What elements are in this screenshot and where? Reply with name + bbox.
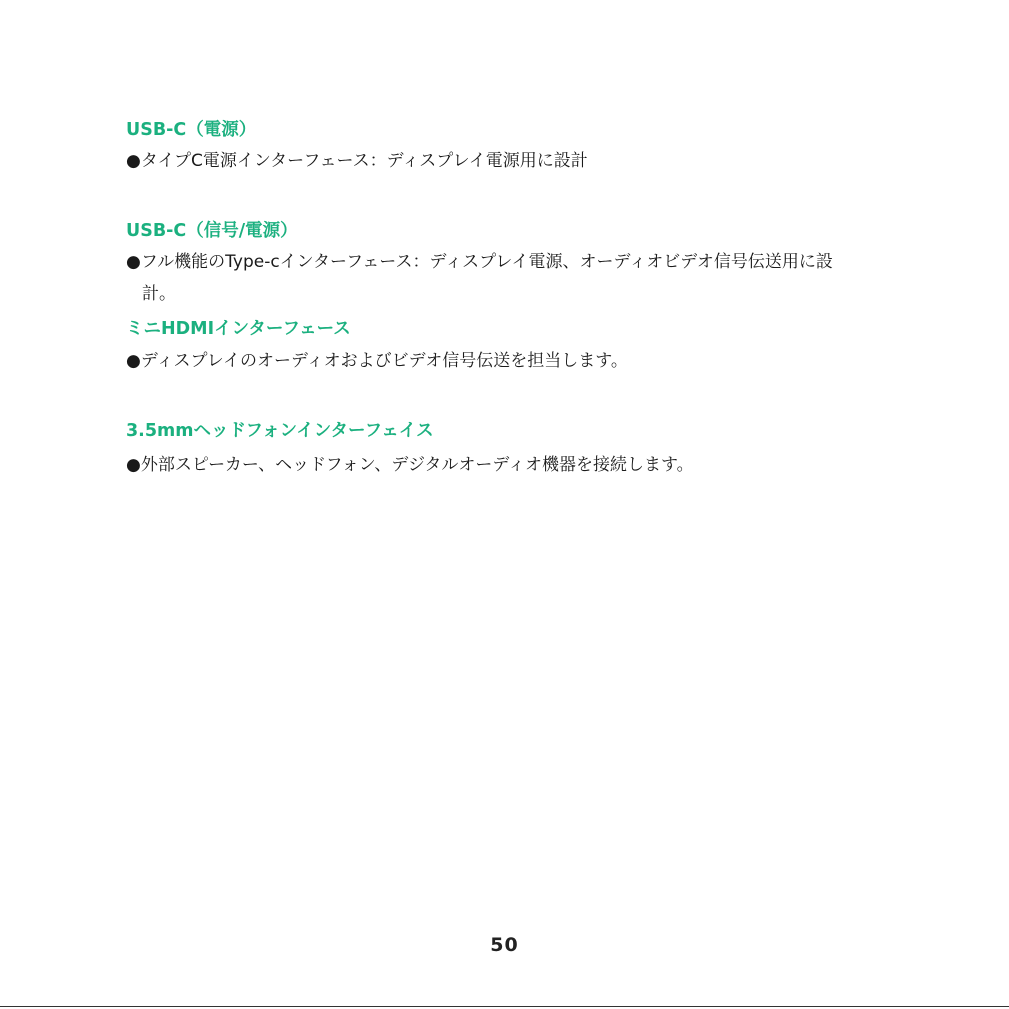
section-body-headphone-jack [126, 449, 896, 481]
section-body-mini-hdmi [126, 345, 896, 377]
section-heading-usb-c-signal-power: USB-C（信号/電源） [126, 221, 298, 241]
section-body-usb-c-power [126, 145, 896, 177]
section-heading-mini-hdmi: ミニHDMIインターフェース [126, 319, 351, 339]
body-line: ●外部スピーカー、ヘッドフォン、デジタルオーディオ機器を接続します。 [126, 455, 694, 475]
body-line-continued: 計。 [142, 284, 176, 304]
body-line: ●フル機能のType-cインターフェース：ディスプレイ電源、オーディオビデオ信号伝送用に設 [126, 252, 833, 272]
bottom-divider [0, 1006, 1009, 1007]
body-line: ●タイプC電源インターフェース：ディスプレイ電源用に設計 [126, 151, 588, 171]
page-number: 50 [490, 934, 519, 956]
section-body-usb-c-signal-power [126, 246, 896, 310]
section-heading-headphone-jack: 3.5mmヘッドフォンインターフェイス [126, 421, 434, 441]
body-line: ●ディスプレイのオーディオおよびビデオ信号伝送を担当します。 [126, 351, 628, 371]
section-heading-usb-c-power: USB-C（電源） [126, 120, 257, 140]
